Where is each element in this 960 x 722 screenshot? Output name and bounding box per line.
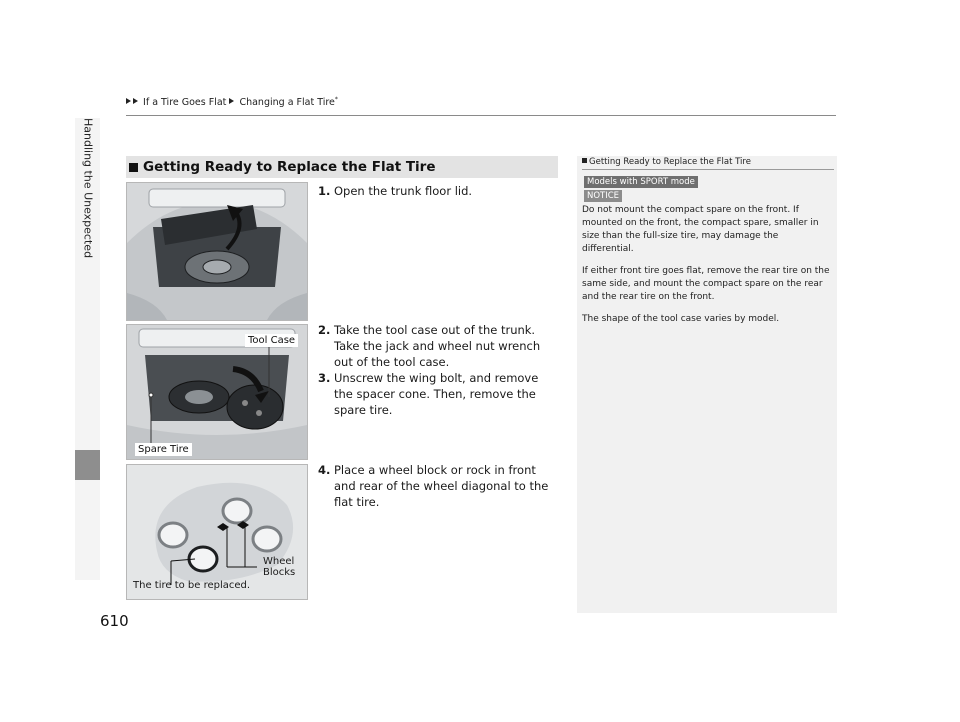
spare-tire-label: Spare Tire xyxy=(135,443,192,456)
breadcrumb-marker: * xyxy=(334,96,338,103)
sidebar-paragraph-3: The shape of the tool case varies by model. xyxy=(582,314,780,324)
sidebar-text xyxy=(582,204,832,335)
step-3: 3. Unscrew the wing bolt, and remove the spacer cone. Then, remove the spare tire. xyxy=(318,371,539,417)
sidebar-title: Getting Ready to Replace the Flat Tire xyxy=(582,157,751,167)
arrow-icon xyxy=(229,98,234,104)
step-1: 1. Open the trunk floor lid. xyxy=(318,184,473,198)
figure-wheel-blocks xyxy=(126,464,308,600)
notice-badge: NOTICE xyxy=(584,190,622,202)
models-badge: Models with SPORT mode xyxy=(584,176,698,188)
step-2: 2. Take the tool case out of the trunk. Take the jack and wheel nut wrench out of the tool case. xyxy=(318,323,541,369)
breadcrumb-level1: If a Tire Goes Flat xyxy=(143,97,227,109)
side-tab-label: Handling the Unexpected xyxy=(81,118,95,259)
arrow-icon xyxy=(126,98,131,104)
square-bullet-icon xyxy=(129,163,138,172)
sidebar-rule xyxy=(582,169,834,170)
section-title: Getting Ready to Replace the Flat Tire xyxy=(143,159,436,175)
figure-trunk-floor-lid xyxy=(126,182,308,321)
tool-case-label: Tool Case xyxy=(245,334,298,347)
section-heading xyxy=(126,156,558,178)
wheel-blocks-label: Wheel Blocks xyxy=(263,556,296,578)
sidebar-paragraph-2: If either front tire goes flat, remove the rear tire on the same side, and mount the compact spare on the rear and the rear tire on the front. xyxy=(582,266,830,302)
side-tab-marker xyxy=(75,450,100,480)
tire-to-replace-label: The tire to be replaced. xyxy=(133,580,251,591)
sidebar-paragraph-1: Do not mount the compact spare on the front. If mounted on the front, the compact spare, smaller in size than the full-size tire, may damage the differential. xyxy=(582,205,819,254)
page-number: 610 xyxy=(100,612,129,630)
step-4: 4. Place a wheel block or rock in front and rear of the wheel diagonal to the flat tire. xyxy=(318,463,549,509)
breadcrumb xyxy=(126,96,338,108)
step-2-3 xyxy=(318,322,558,418)
breadcrumb-level2: Changing a Flat Tire xyxy=(239,97,335,109)
side-tab-lower xyxy=(75,480,100,580)
arrow-icon xyxy=(133,98,138,104)
trunk-illustration xyxy=(127,183,307,320)
wheel-blocks-illustration xyxy=(127,465,307,599)
figure-tool-case-spare-tire xyxy=(126,324,308,460)
note-marker-icon xyxy=(582,158,587,163)
header-rule xyxy=(126,115,836,116)
